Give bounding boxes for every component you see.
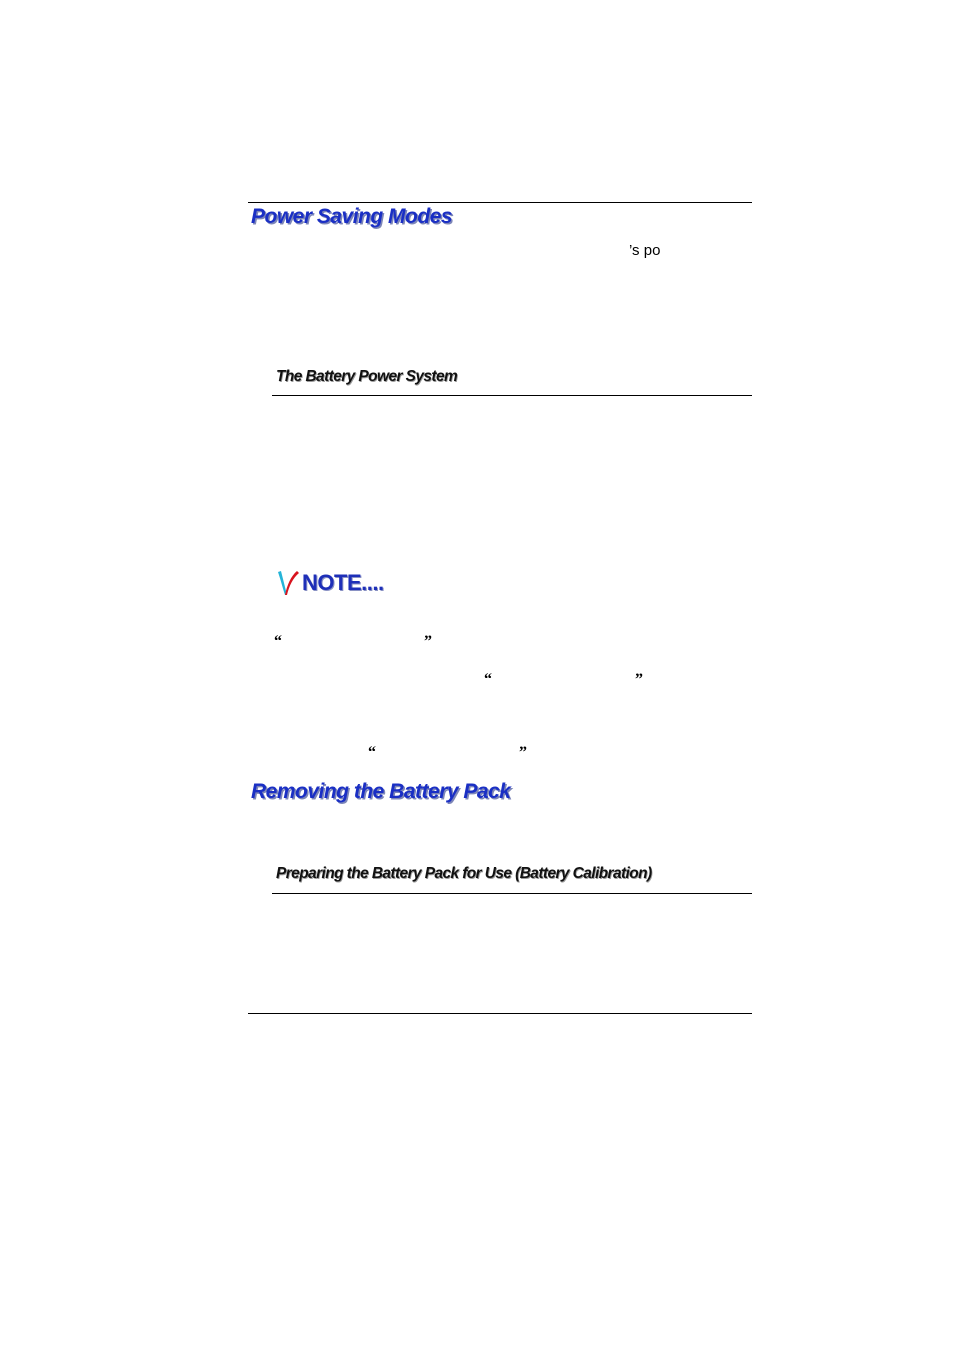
heading-battery-power-system: The Battery Power System: [276, 368, 458, 385]
note-quote-1-open: “: [274, 633, 282, 650]
note-quote-2-close: ”: [635, 671, 643, 688]
heading-power-saving-modes: Power Saving Modes: [251, 205, 453, 228]
bottom-rule: [248, 1013, 752, 1014]
text-fragment-possessive: ’s po: [629, 242, 661, 259]
heading-preparing-battery-pack: Preparing the Battery Pack for Use (Battery Calibration): [276, 865, 652, 882]
note-quote-2-open: “: [484, 671, 492, 688]
preparing-battery-rule: [272, 893, 752, 894]
top-rule: [248, 202, 752, 203]
battery-power-system-rule: [272, 395, 752, 396]
heading-removing-battery-pack: Removing the Battery Pack: [251, 780, 511, 803]
note-logo: [274, 568, 384, 598]
note-quote-1-close: ”: [424, 633, 432, 650]
note-label: NOTE....: [302, 570, 384, 595]
note-quote-3-close: ”: [519, 744, 527, 761]
note-quote-3-open: “: [368, 744, 376, 761]
note-icon: [274, 569, 300, 597]
